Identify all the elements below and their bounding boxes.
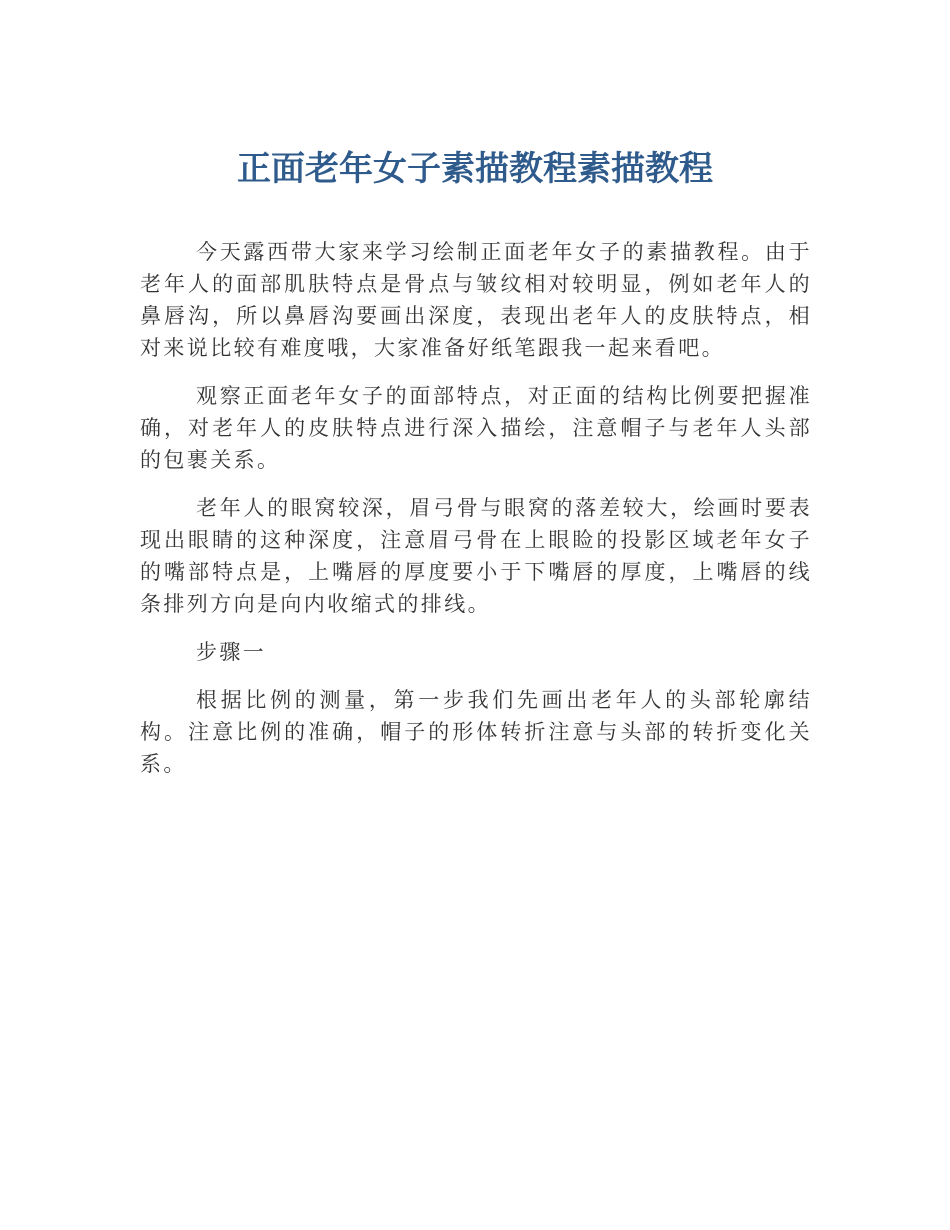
paragraph-eyes-mouth: 老年人的眼窝较深，眉弓骨与眼窝的落差较大，绘画时要表现出眼睛的这种深度，注意眉弓骨在上眼睑的投影区域老年女子的嘴部特点是，上嘴唇的厚度要小于下嘴唇的厚度，上嘴唇的线条排列方向是向内收缩式的排线。 bbox=[140, 496, 812, 616]
document-title: 正面老年女子素描教程素描教程 bbox=[237, 149, 713, 189]
paragraph-observation: 观察正面老年女子的面部特点，对正面的结构比例要把握准确，对老年人的皮肤特点进行深入描绘，注意帽子与老年人头部的包裹关系。 bbox=[140, 384, 812, 472]
paragraph-intro: 今天露西带大家来学习绘制正面老年女子的素描教程。由于老年人的面部肌肤特点是骨点与皱纹相对较明显，例如老年人的鼻唇沟，所以鼻唇沟要画出深度，表现出老年人的皮肤特点，相对来说比较有难度哦，大家准备好纸笔跟我一起来看吧。 bbox=[140, 240, 812, 360]
step-heading: 步骤一 bbox=[196, 640, 267, 664]
document-body bbox=[140, 236, 812, 796]
paragraph-step-one: 根据比例的测量，第一步我们先画出老年人的头部轮廓结构。注意比例的准确，帽子的形体转折注意与头部的转折变化关系。 bbox=[140, 688, 812, 776]
